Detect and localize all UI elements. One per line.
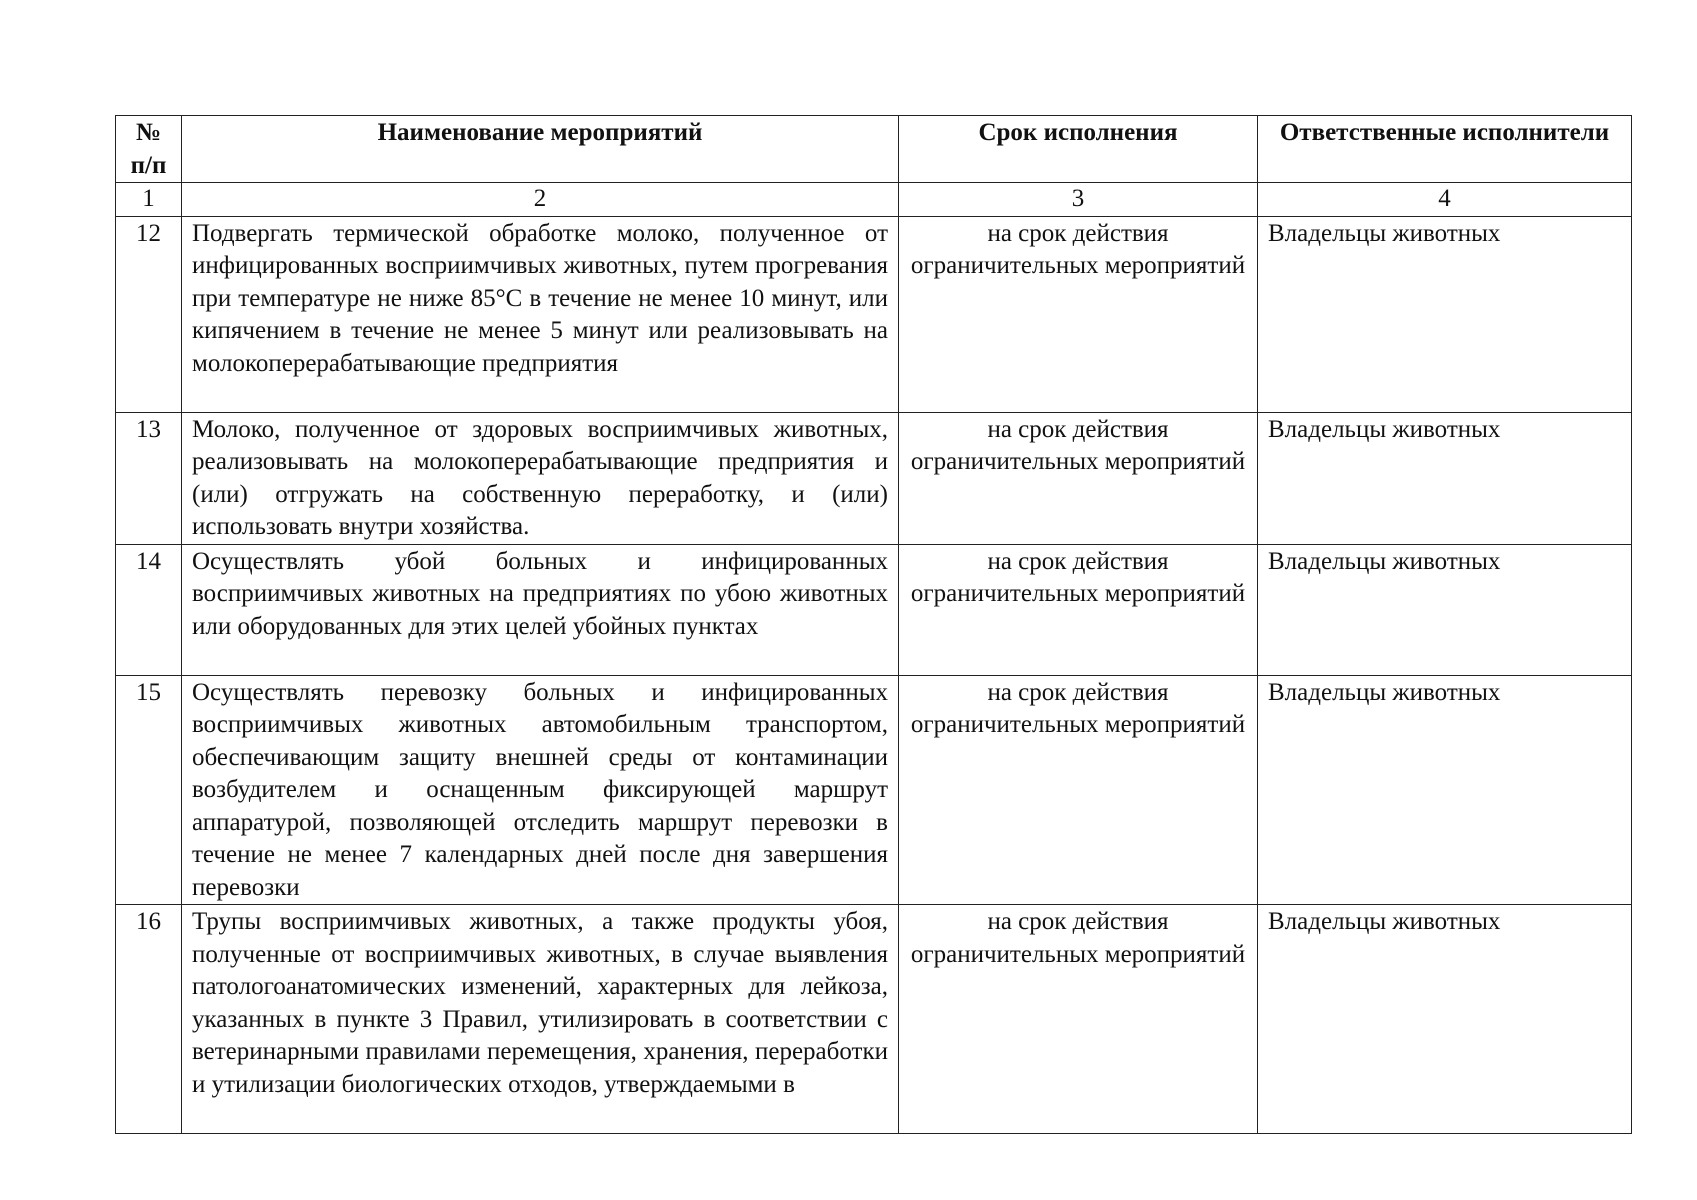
row-number: 13 bbox=[116, 412, 182, 544]
measure-responsible: Владельцы животных bbox=[1258, 675, 1632, 905]
measure-responsible: Владельцы животных bbox=[1258, 905, 1632, 1134]
header-term: Срок исполнения bbox=[899, 116, 1258, 183]
measure-responsible: Владельцы животных bbox=[1258, 412, 1632, 544]
measure-term: на срок действия ограничительных мероприятий bbox=[899, 544, 1258, 675]
column-number: 3 bbox=[899, 183, 1258, 217]
header-num: № п/п bbox=[116, 116, 182, 183]
table-header-row bbox=[116, 116, 1632, 183]
column-numbers-row bbox=[116, 183, 1632, 217]
measure-responsible: Владельцы животных bbox=[1258, 544, 1632, 675]
table-row bbox=[116, 412, 1632, 544]
column-number: 4 bbox=[1258, 183, 1632, 217]
row-number: 15 bbox=[116, 675, 182, 905]
header-responsible: Ответственные исполнители bbox=[1258, 116, 1632, 183]
measure-name: Осуществлять убой больных и инфицированных восприимчивых животных на предприятиях по убою животных или оборудованных для этих целей убойных пунктах bbox=[182, 544, 899, 675]
table-row bbox=[116, 216, 1632, 412]
measures-table bbox=[115, 115, 1632, 1134]
measure-term: на срок действия ограничительных мероприятий bbox=[899, 905, 1258, 1134]
table-row bbox=[116, 905, 1632, 1134]
measure-term: на срок действия ограничительных мероприятий bbox=[899, 675, 1258, 905]
header-name: Наименование мероприятий bbox=[182, 116, 899, 183]
measure-term: на срок действия ограничительных мероприятий bbox=[899, 412, 1258, 544]
column-number: 1 bbox=[116, 183, 182, 217]
table-row bbox=[116, 544, 1632, 675]
row-number: 12 bbox=[116, 216, 182, 412]
measure-responsible: Владельцы животных bbox=[1258, 216, 1632, 412]
measure-name: Осуществлять перевозку больных и инфицированных восприимчивых животных автомобильным транспортом, обеспечивающим защиту внешней среды от контаминации возбудителем и оснащенным фиксирующей маршрут аппаратурой, позволяющей отследить маршрут перевозки в течение не менее 7 календарных дней после дня завершения перевозки bbox=[182, 675, 899, 905]
measure-name-text: Трупы восприимчивых животных, а также продукты убоя, полученные от восприимчивых животных, в случае выявления патологоанатомических изменений, характерных для лейкоза, указанных в пункте 3 Правил, утилизировать в соответствии с ветеринарными правилами перемещения, хранения, переработки и утилизации биологических отходов, утверждаемыми в bbox=[192, 908, 888, 1098]
row-number: 14 bbox=[116, 544, 182, 675]
measure-name bbox=[182, 905, 899, 1134]
column-number: 2 bbox=[182, 183, 899, 217]
measure-term: на срок действия ограничительных мероприятий bbox=[899, 216, 1258, 412]
table-row bbox=[116, 675, 1632, 905]
measure-name: Подвергать термической обработке молоко, полученное от инфицированных восприимчивых животных, путем прогревания при температуре не ниже 85°C в течение не менее 10 минут, или кипячением в течение не менее 5 минут или реализовывать на молокоперерабатывающие предприятия bbox=[182, 216, 899, 412]
measure-name: Молоко, полученное от здоровых восприимчивых животных, реализовывать на молокоперерабатывающие предприятия и (или) отгружать на собственную переработку, и (или) использовать внутри хозяйства. bbox=[182, 412, 899, 544]
row-number: 16 bbox=[116, 905, 182, 1134]
